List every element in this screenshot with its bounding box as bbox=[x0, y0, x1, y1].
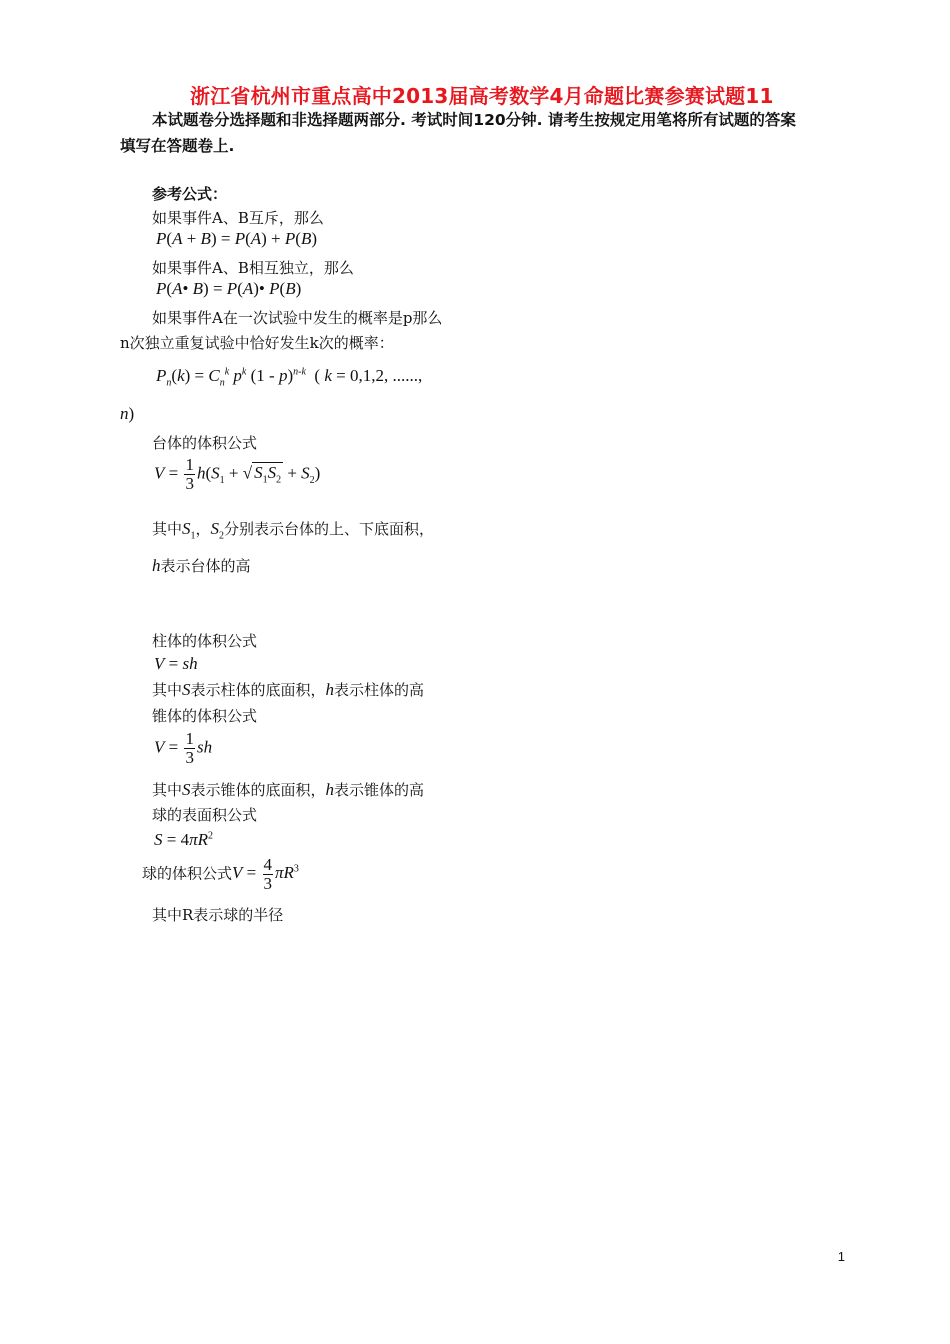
prism-desc: 其中S表示柱体的底面积，h表示柱体的高 bbox=[152, 680, 425, 699]
sphere-volume-line: 球的体积公式V = $\frac{4}{3}$ $\pi R^3$ bbox=[142, 855, 299, 893]
prism-title: 柱体的体积公式 bbox=[152, 632, 258, 650]
binomial-text-1: 如果事件A在一次试验中发生的概率是p那么 bbox=[152, 309, 443, 327]
cone-desc: 其中S表示锥体的底面积，h表示锥体的高 bbox=[152, 780, 425, 799]
frustum-desc-2: h表示台体的高 bbox=[152, 556, 251, 575]
binomial-formula-tail: n) bbox=[120, 404, 135, 423]
intro-line-1: 本试题卷分选择题和非选择题两部分. 考试时间120分钟. 请考生按规定用笔将所有试题的答案 bbox=[152, 111, 796, 129]
mutex-text: 如果事件A、B互斥，那么 bbox=[152, 209, 324, 227]
independent-formula: P(A• B) = P(A)• P(B) bbox=[156, 279, 302, 298]
sphere-area-formula: $S = 4\pi R^2$ bbox=[154, 830, 213, 849]
sphere-desc: 其中R表示球的半径 bbox=[152, 906, 284, 924]
intro-line-2: 填写在答题卷上. bbox=[120, 137, 235, 155]
independent-text: 如果事件A、B相互独立，那么 bbox=[152, 259, 354, 277]
frustum-formula: V = $\frac{1}{3}$ $h(S_1$ + √ $S_1S_2 + S_2$) bbox=[154, 455, 321, 493]
binomial-formula: $P_n(k) = C_n^k$ $p^k$ (1 - p)$^{n-k}$ ( k = 0,1,2, ......, bbox=[156, 366, 423, 389]
cone-title: 锥体的体积公式 bbox=[152, 707, 258, 725]
prism-formula: V = sh bbox=[154, 654, 198, 673]
document-title: 浙江省杭州市重点高中2013届高考数学4月命题比赛参赛试题11 bbox=[190, 84, 774, 108]
cone-formula: V = $\frac{1}{3}$ sh bbox=[154, 729, 213, 767]
frustum-title: 台体的体积公式 bbox=[152, 434, 258, 452]
sphere-area-title: 球的表面积公式 bbox=[152, 806, 258, 824]
page-number: 1 bbox=[837, 1249, 845, 1264]
mutex-formula: P(A + B) = P(A) + P(B) bbox=[156, 229, 318, 248]
reference-heading: 参考公式： bbox=[152, 185, 228, 203]
binomial-text-2: n次独立重复试验中恰好发生k次的概率： bbox=[120, 334, 394, 352]
frustum-desc-1: 其中$S_1$，$S_2$分别表示台体的上、下底面积， bbox=[152, 519, 435, 542]
